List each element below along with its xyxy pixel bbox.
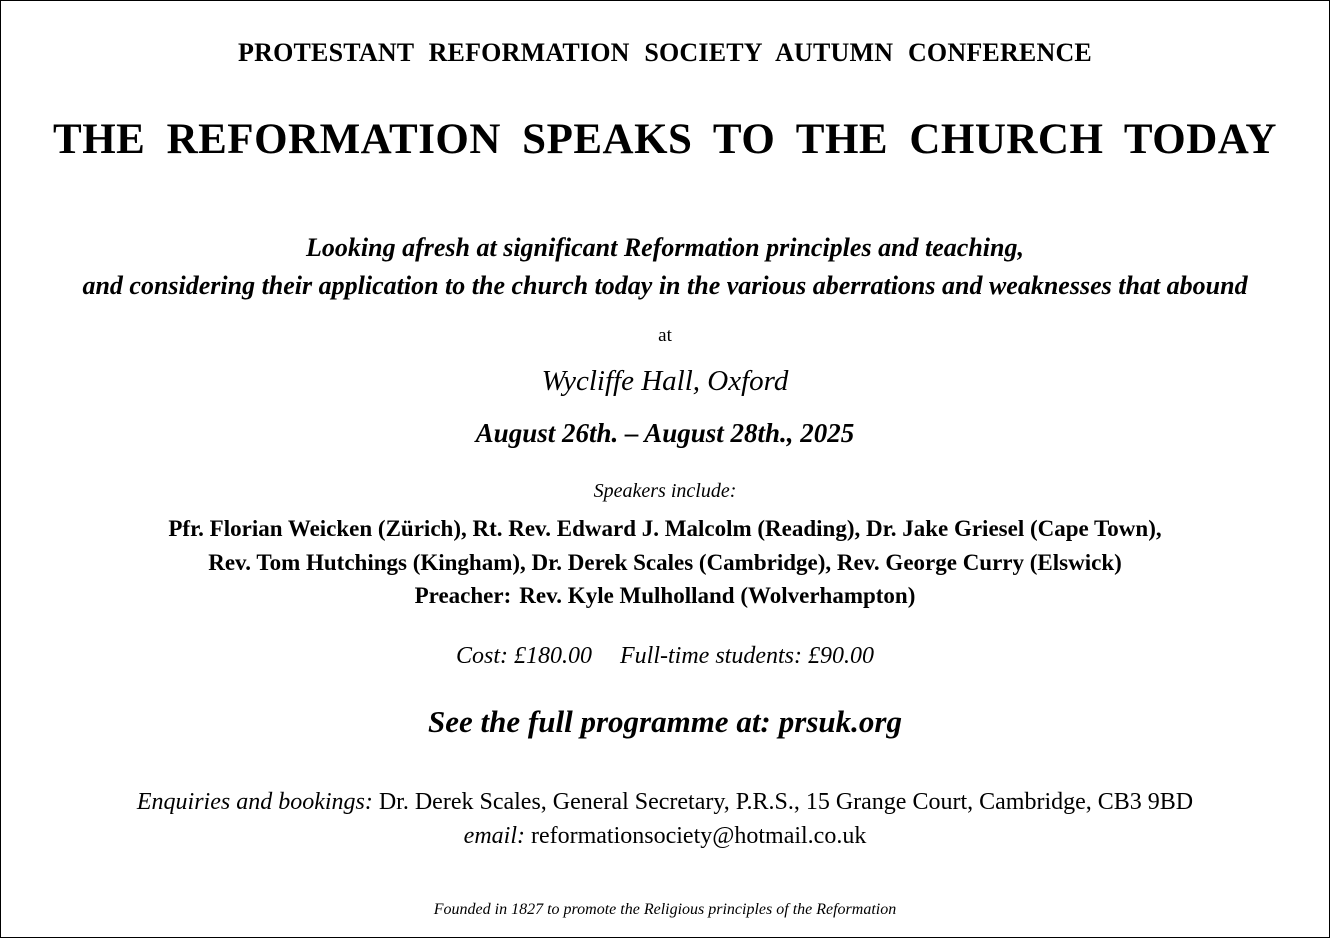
email-address: reformationsociety@hotmail.co.uk bbox=[530, 823, 867, 849]
cost-line bbox=[1, 643, 1329, 670]
enquiries-line bbox=[1, 789, 1329, 816]
preacher-label: Preacher: bbox=[414, 583, 512, 608]
subtitle-line-2: and considering their application to the church today in the various aberrations and weaknesses that abound bbox=[82, 271, 1248, 300]
email-label: email: bbox=[463, 823, 525, 849]
speakers-line-2: Rev. Tom Hutchings (Kingham), Dr. Derek Scales (Cambridge), Rev. George Curry (Elswick) bbox=[208, 550, 1122, 575]
speakers-label: Speakers include: bbox=[593, 480, 737, 502]
at-label: at bbox=[658, 325, 672, 346]
preacher-line bbox=[1, 583, 1329, 609]
speakers-line-1: Pfr. Florian Weicken (Zürich), Rt. Rev. Edward J. Malcolm (Reading), Dr. Jake Griesel (Cape Town), bbox=[168, 516, 1162, 541]
programme-line bbox=[1, 704, 1329, 740]
conference-title: THE REFORMATION SPEAKS TO THE CHURCH TODAY bbox=[53, 116, 1277, 163]
enquiries-label: Enquiries and bookings: bbox=[136, 789, 373, 815]
founded-footer: Founded in 1827 to promote the Religious principles of the Reformation bbox=[433, 901, 897, 918]
preacher-name: Rev. Kyle Mulholland (Wolverhampton) bbox=[519, 583, 916, 608]
cost-standard: Cost: £180.00 bbox=[456, 643, 593, 669]
programme-label: See the full programme at: bbox=[428, 704, 771, 739]
programme-url: prsuk.org bbox=[778, 704, 902, 739]
society-heading: PROTESTANT REFORMATION SOCIETY AUTUMN CONFERENCE bbox=[238, 38, 1092, 67]
subtitle-line-1: Looking afresh at significant Reformation principles and teaching, bbox=[306, 233, 1024, 262]
email-line bbox=[1, 823, 1329, 850]
enquiries-details: Dr. Derek Scales, General Secretary, P.R.S., 15 Grange Court, Cambridge, CB3 9BD bbox=[378, 789, 1194, 815]
conference-dates: August 26th. – August 28th., 2025 bbox=[475, 418, 855, 448]
cost-students: Full-time students: £90.00 bbox=[620, 643, 874, 669]
venue-name: Wycliffe Hall, Oxford bbox=[541, 365, 789, 397]
